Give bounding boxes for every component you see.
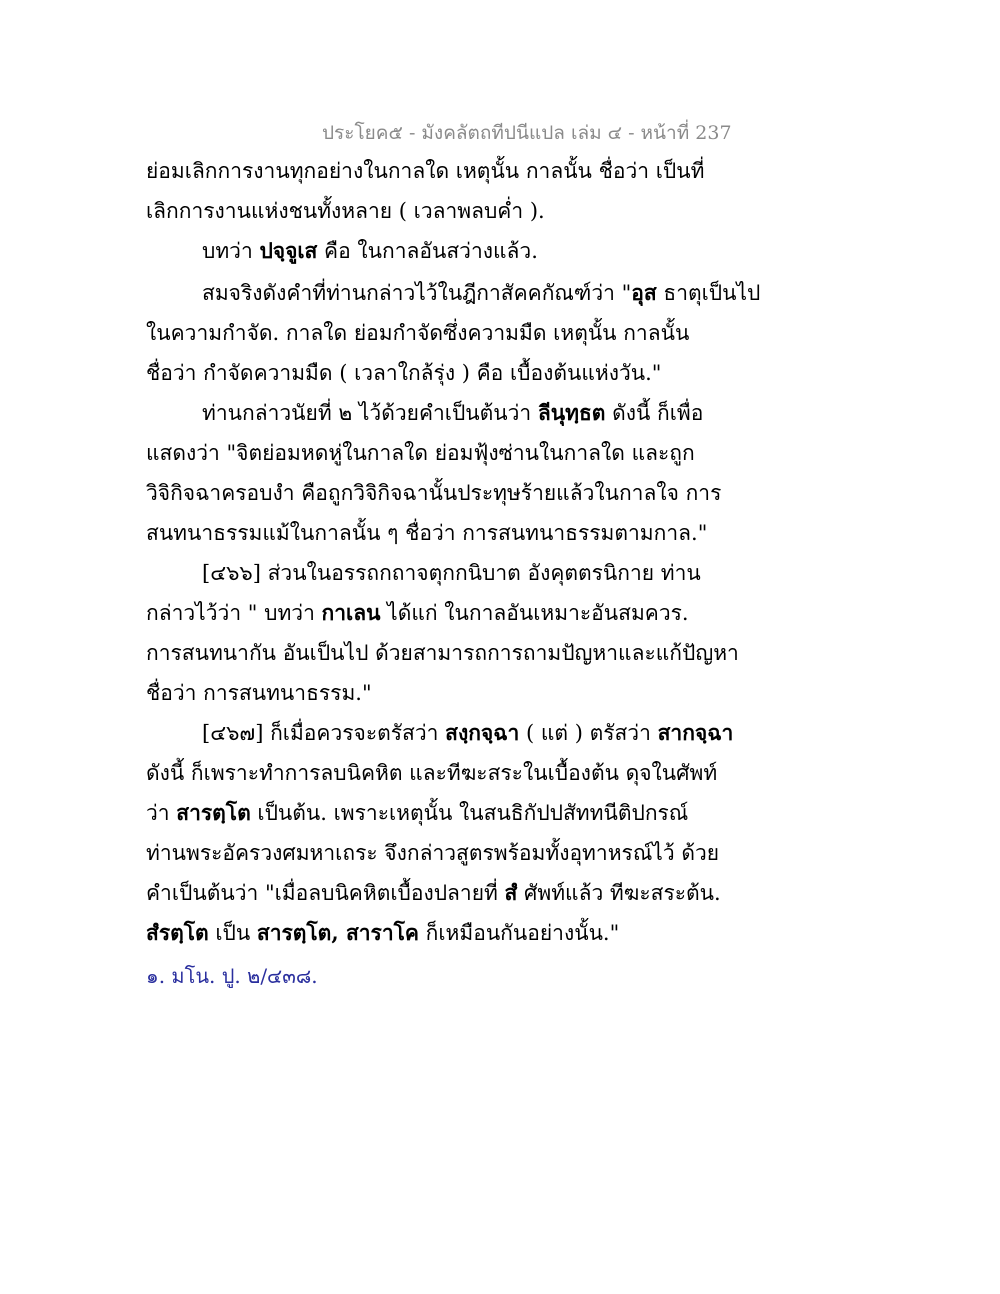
text-line: เลิกการงานแห่งชนทั้งหลาย ( เวลาพลบค่ำ ). [146, 199, 545, 223]
text-line: ดังนี้ ก็เพราะทำการลบนิคหิต และทีฆะสระในเบื้องต้น ดุจในศัพท์ [146, 761, 718, 785]
text-line: [๔๖๗] ก็เมื่อควรจะตรัสว่า สงฺกจฺฉา ( แต่ ) ตรัสว่า สากจฺฉา [202, 720, 734, 745]
page-header: ประโยค๕ - มังคลัตถทีปนีแปล เล่ม ๔ - หน้าที่ 237 [322, 122, 732, 144]
text-line: วิจิกิจฉาครอบงำ คือถูกวิจิกิจฉานั้นประทุษร้ายแล้วในกาลใจ การ [146, 481, 722, 505]
pali-term: ลีนุทฺธต [537, 400, 606, 425]
footnote: ๑. มโน. ปู. ๒/๔๓๘. [146, 964, 318, 988]
text-line: ชื่อว่า กำจัดความมืด ( เวลาใกล้รุ่ง ) คือ เบื้องต้นแห่งวัน." [146, 361, 662, 385]
text-line: ย่อมเลิกการงานทุกอย่างในกาลใด เหตุนั้น กาลนั้น ชื่อว่า เป็นที่ [146, 159, 705, 183]
text-line: คำเป็นต้นว่า "เมื่อลบนิคหิตเบื้องปลายที่ สํ ศัพท์แล้ว ทีฆะสระต้น. [146, 880, 721, 905]
text-line: สมจริงดังคำที่ท่านกล่าวไว้ในฎีกาสัคคกัณฑ์ว่า "อุส ธาตุเป็นไป [202, 280, 761, 305]
text-line: ท่านพระอัครวงศมหาเถระ จึงกล่าวสูตรพร้อมทั้งอุทาหรณ์ไว้ ด้วย [146, 841, 720, 865]
text-line: บทว่า ปจฺจูเส คือ ในกาลอันสว่างแล้ว. [202, 238, 538, 263]
text-line: แสดงว่า "จิตย่อมหดหู่ในกาลใด ย่อมฟุ้งซ่านในกาลใด และถูก [146, 441, 695, 465]
text-line: ในความกำจัด. กาลใด ย่อมกำจัดซึ่งความมืด เหตุนั้น กาลนั้น [146, 321, 690, 345]
pali-term: ปจฺจูเส [259, 238, 318, 263]
pali-term: สากจฺฉา [657, 720, 734, 745]
text-line: [๔๖๖] ส่วนในอรรถกถาจตุกกนิบาต อังคุตตรนิกาย ท่าน [202, 561, 701, 585]
pali-term: กาเลน [321, 600, 381, 625]
text-line: ท่านกล่าวนัยที่ ๒ ไว้ด้วยคำเป็นต้นว่า ลีนุทฺธต ดังนี้ ก็เพื่อ [202, 400, 704, 425]
pali-term: สงฺกจฺฉา [445, 720, 520, 745]
pali-term: สารตฺโต [176, 800, 251, 825]
text-line: สนทนาธรรมแม้ในกาลนั้น ๆ ชื่อว่า การสนทนาธรรมตามกาล." [146, 521, 708, 545]
text-line: สํรตฺโต เป็น สารตฺโต, สาราโค ก็เหมือนกันอย่างนั้น." [146, 920, 620, 945]
pali-term: สารตฺโต, สาราโค [256, 920, 419, 945]
pali-term: สํรตฺโต [146, 920, 209, 945]
text-line: กล่าวไว้ว่า " บทว่า กาเลน ได้แก่ ในกาลอันเหมาะอันสมควร. [146, 600, 689, 625]
text-line: การสนทนากัน อันเป็นไป ด้วยสามารถการถามปัญหาและแก้ปัญหา [146, 641, 739, 665]
pali-term: อุส [631, 280, 657, 305]
text-line: ชื่อว่า การสนทนาธรรม." [146, 681, 372, 705]
text-line: ว่า สารตฺโต เป็นต้น. เพราะเหตุนั้น ในสนธิกัปปสัททนีติปกรณ์ [146, 800, 689, 825]
pali-term: สํ [504, 880, 518, 905]
